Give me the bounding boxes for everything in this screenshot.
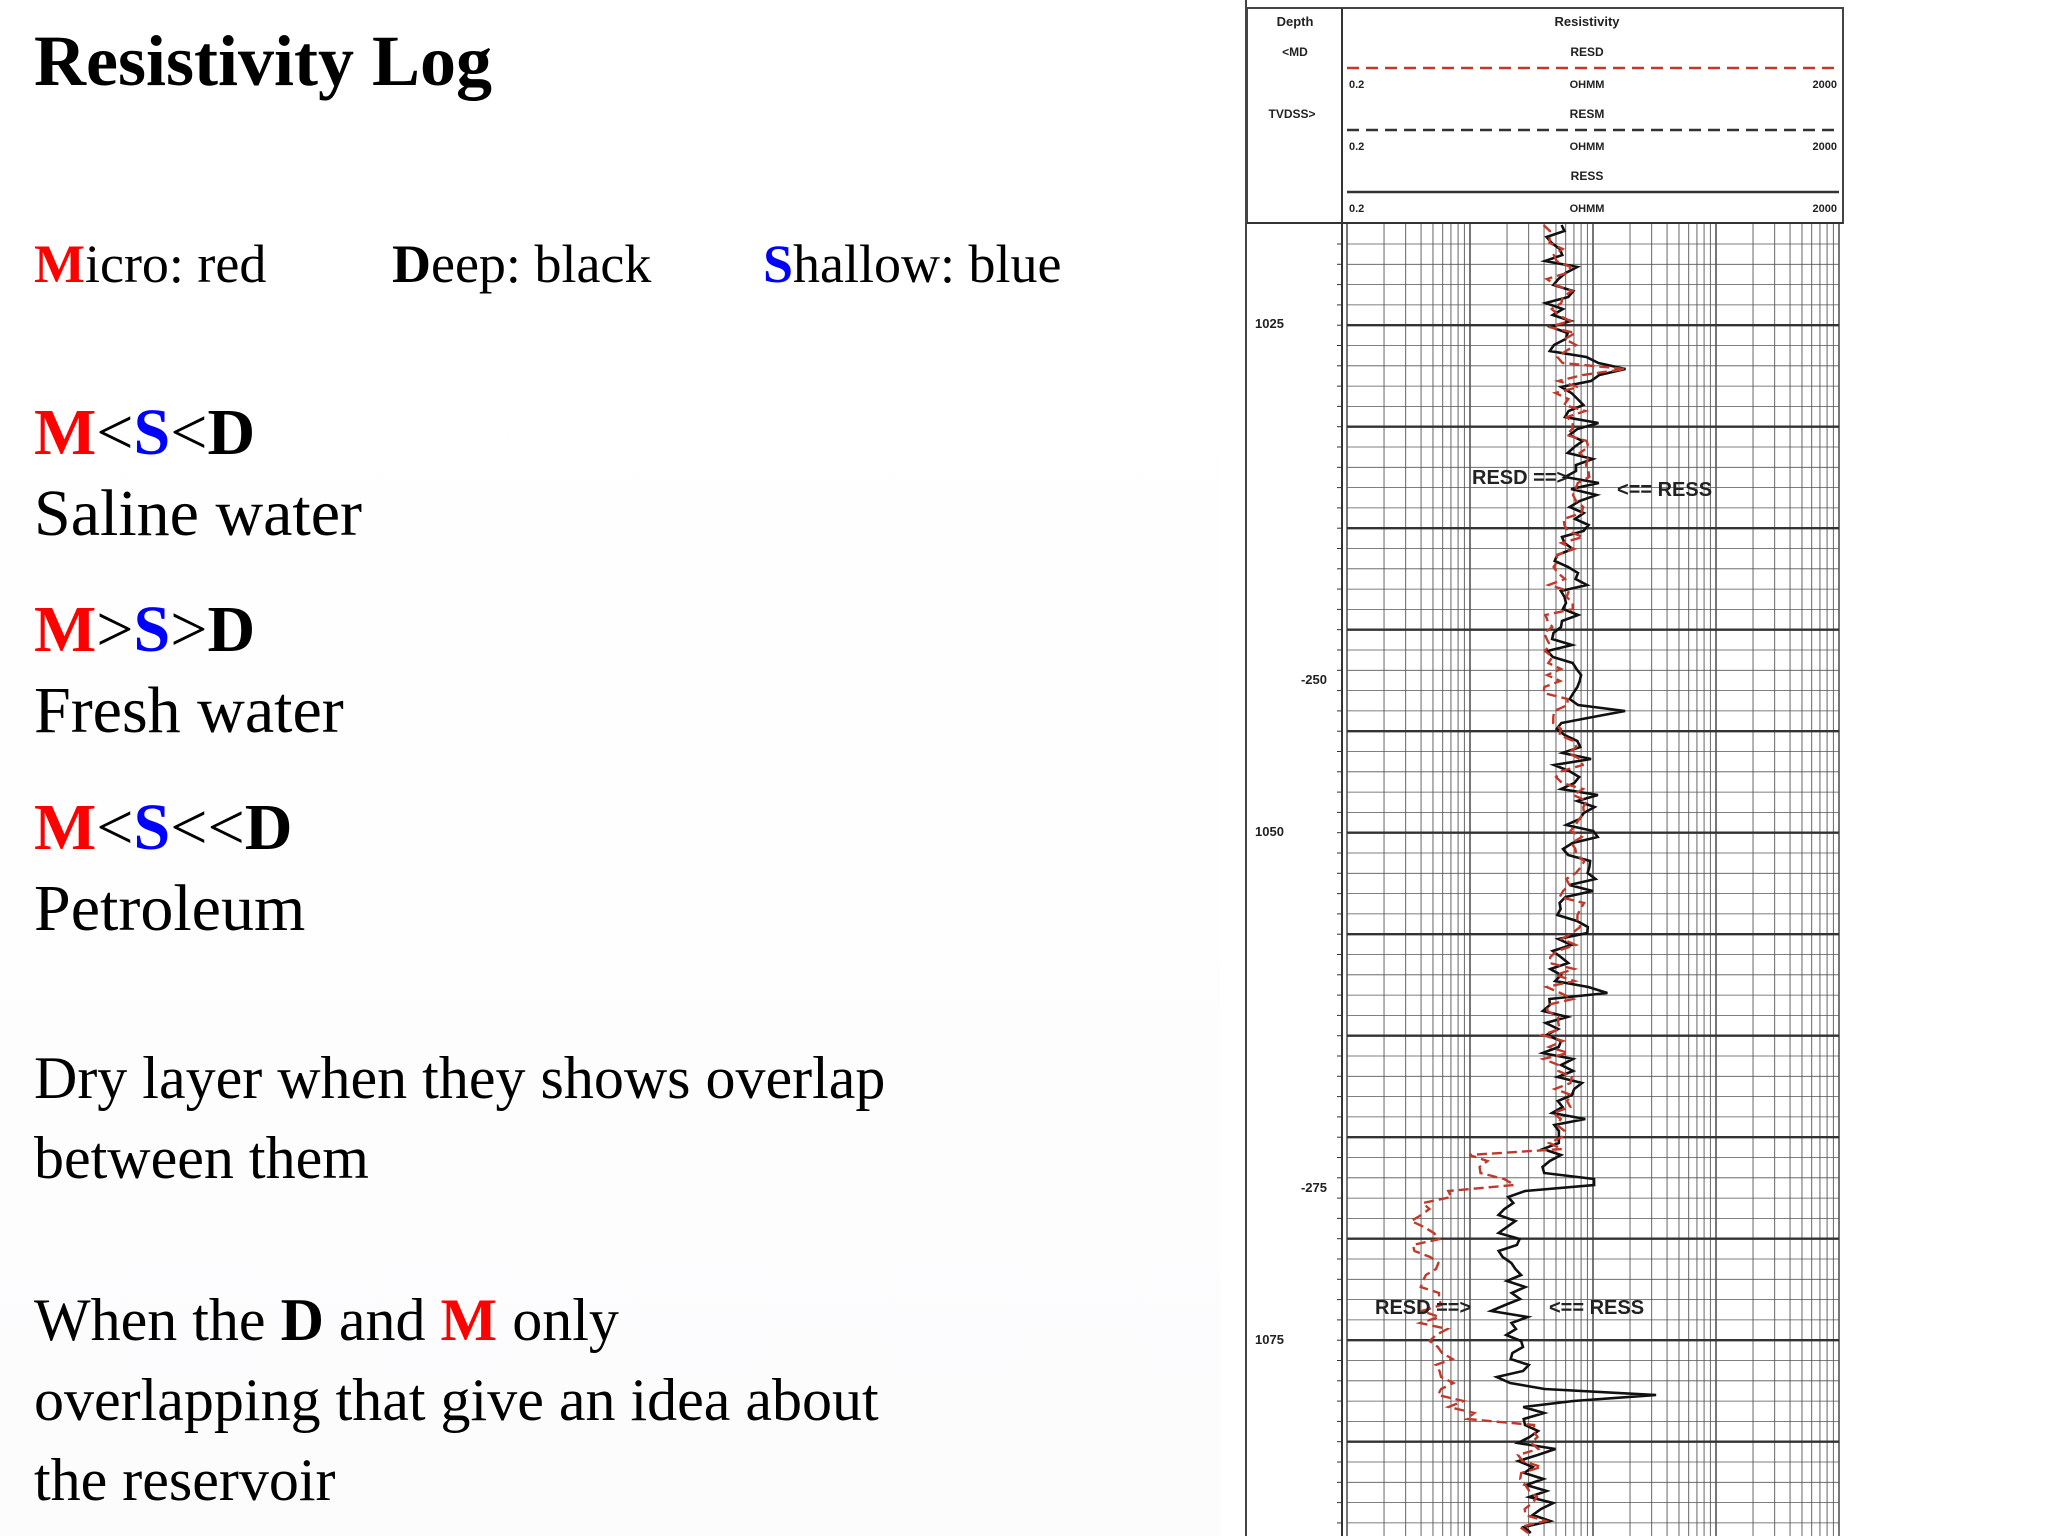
md-tick-label: 1050 [1255, 824, 1284, 839]
curve-resd-name: RESD [1570, 45, 1604, 59]
tvdss-header: TVDSS> [1268, 107, 1316, 121]
case-fresh-op1: > [96, 593, 134, 666]
legend-shallow [763, 232, 1062, 297]
reservoir-m: M [440, 1287, 498, 1353]
case-saline-s: S [133, 396, 171, 469]
case-petroleum-label: Petroleum [34, 872, 306, 945]
legend-micro-text: icro: red [84, 234, 267, 294]
case-petroleum-m: M [34, 791, 97, 864]
dry-layer-note [34, 1038, 885, 1198]
case-fresh-m: M [34, 593, 97, 666]
legend-shallow-letter: S [763, 234, 794, 294]
legend-shallow-text: hallow: blue [793, 234, 1062, 294]
depth-header: Depth [1276, 14, 1314, 29]
slide-title: Resistivity Log [34, 21, 492, 101]
curve-ress-name: RESS [1570, 169, 1604, 183]
curve-resm-max: 2000 [1812, 141, 1837, 153]
curve-resm-min: 0.2 [1349, 141, 1365, 153]
curve-resd-min: 0.2 [1349, 79, 1365, 91]
track-header: Resistivity [1554, 14, 1620, 29]
dry-layer-line-2: between them [34, 1125, 369, 1191]
case-fresh-op2: > [170, 593, 208, 666]
curve-ress-max: 2000 [1812, 203, 1837, 215]
curve-resd-max: 2000 [1812, 79, 1837, 91]
case-petroleum-op2: << [170, 791, 245, 864]
case-fresh-s: S [133, 593, 171, 666]
tvdss-tick-label: -275 [1300, 1180, 1327, 1195]
legend-deep [392, 232, 651, 297]
resistivity-log-panel [1245, 0, 1847, 1536]
reservoir-w1: When the [34, 1287, 281, 1353]
case-saline-m: M [34, 396, 97, 469]
reservoir-note [34, 1280, 879, 1520]
legend-micro [34, 232, 266, 297]
curve-ress-min: 0.2 [1349, 203, 1365, 215]
md-tick-label: 1075 [1255, 1332, 1284, 1347]
annotation-resd-lower: RESD ==> [1375, 1297, 1472, 1319]
case-saline-op2: < [170, 396, 208, 469]
curve-resm-unit: OHMM [1569, 141, 1605, 153]
log-curves [1411, 225, 1656, 1533]
case-fresh-relation [34, 590, 255, 669]
case-saline-d: D [207, 396, 256, 469]
resistivity-log-figure [1247, 0, 1847, 1536]
case-saline-label: Saline water [34, 477, 363, 550]
annotation-ress-upper: <== RESS [1617, 479, 1713, 501]
case-fresh-label: Fresh water [34, 674, 344, 747]
case-saline-relation [34, 393, 255, 472]
case-petroleum-relation [34, 788, 292, 867]
curve-resm-name: RESM [1569, 107, 1605, 121]
case-saline-op1: < [96, 396, 134, 469]
annotation-resd-upper: RESD ==> [1472, 467, 1569, 489]
reservoir-line-1 [34, 1280, 879, 1360]
reservoir-w2: and [323, 1287, 441, 1353]
case-petroleum-s: S [133, 791, 171, 864]
md-tick-label: 1025 [1255, 316, 1284, 331]
reservoir-w3: only [497, 1287, 619, 1353]
legend-deep-text: eep: black [431, 234, 652, 294]
reservoir-line-3: the reservoir [34, 1447, 336, 1513]
case-petroleum-d: D [244, 791, 293, 864]
case-fresh-d: D [207, 593, 256, 666]
legend-deep-letter: D [392, 234, 431, 294]
tvdss-tick-label: -250 [1300, 672, 1327, 687]
case-petroleum-op1: < [96, 791, 134, 864]
legend-micro-letter: M [34, 234, 85, 294]
curve-ress-unit: OHMM [1569, 203, 1605, 215]
curve-resd-unit: OHMM [1569, 79, 1605, 91]
annotation-ress-lower: <== RESS [1549, 1297, 1645, 1319]
reservoir-line-2: overlapping that give an idea about [34, 1367, 879, 1433]
md-header: <MD [1282, 45, 1308, 59]
reservoir-d: D [280, 1287, 324, 1353]
dry-layer-line-1: Dry layer when they shows overlap [34, 1045, 886, 1111]
